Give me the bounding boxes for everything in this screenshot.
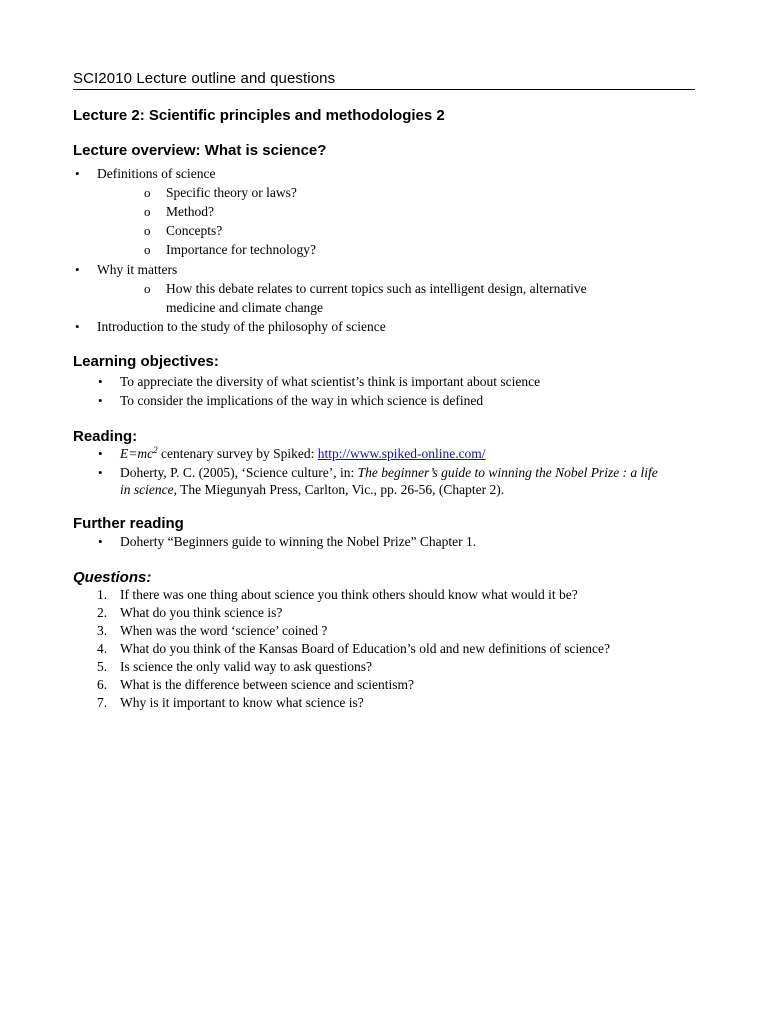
question-text: What is the difference between science and scientism?: [120, 677, 414, 692]
question-text: What do you think science is?: [120, 605, 283, 620]
further-reading-item: Doherty “Beginners guide to winning the Nobel Prize” Chapter 1.: [120, 534, 477, 549]
spiked-link[interactable]: http://www.spiked-online.com/: [317, 446, 486, 461]
question-number: 6.: [97, 677, 108, 692]
reading-item-2-line-1: [120, 465, 658, 481]
sub-bullet: o: [144, 185, 151, 200]
question-number: 3.: [97, 623, 108, 638]
formula-exponent: 2: [153, 445, 158, 455]
overview-subitem-continued: medicine and climate change: [166, 300, 324, 315]
bullet: •: [98, 393, 103, 408]
formula-base: E=mc: [120, 446, 154, 461]
overview-subitem: How this debate relates to current topics such as intelligent design, alternative: [166, 281, 587, 296]
question-text: Is science the only valid way to ask questions?: [120, 659, 372, 674]
question-number: 7.: [97, 695, 108, 710]
question-number: 4.: [97, 641, 108, 656]
sub-bullet: o: [144, 223, 151, 238]
question-text: When was the word ‘science’ coined ?: [120, 623, 328, 638]
bullet: •: [98, 465, 103, 480]
question-number: 2.: [97, 605, 108, 620]
overview-heading: Lecture overview: What is science?: [73, 142, 327, 159]
lecture-title: Lecture 2: Scientific principles and methodologies 2: [73, 107, 445, 124]
reading-item-2-suffix: , The Miegunyah Press, Carlton, Vic., pp. 26-56, (Chapter 2).: [173, 482, 505, 497]
sub-bullet: o: [144, 204, 151, 219]
overview-subitem: Importance for technology?: [166, 242, 316, 257]
overview-item: Why it matters: [97, 262, 178, 277]
overview-subitem: Concepts?: [166, 223, 223, 238]
reading-item-1-text: centenary survey by Spiked:: [157, 446, 318, 461]
book-title-continued: in science: [120, 482, 174, 497]
objective-item: To consider the implications of the way in which science is defined: [120, 393, 484, 408]
question-text: If there was one thing about science you think others should know what would it be?: [120, 587, 578, 602]
sub-bullet: o: [144, 281, 151, 296]
bullet: •: [75, 262, 80, 277]
reading-item-1: [120, 446, 486, 462]
bullet: •: [98, 446, 103, 461]
questions-heading: Questions:: [73, 569, 152, 586]
page-header: SCI2010 Lecture outline and questions: [73, 70, 695, 90]
reading-heading: Reading:: [73, 428, 138, 445]
reading-item-2-line-2: [120, 482, 504, 498]
sub-bullet: o: [144, 242, 151, 257]
objective-item: To appreciate the diversity of what scientist’s think is important about science: [120, 374, 541, 389]
bullet: •: [98, 374, 103, 389]
overview-subitem: Method?: [166, 204, 214, 219]
further-reading-heading: Further reading: [73, 515, 184, 532]
overview-item: Definitions of science: [97, 166, 216, 181]
question-number: 1.: [97, 587, 108, 602]
book-title: The beginner’s guide to winning the Nobel Prize : a life: [357, 465, 658, 480]
question-number: 5.: [97, 659, 108, 674]
overview-subitem: Specific theory or laws?: [166, 185, 297, 200]
question-text: Why is it important to know what science is?: [120, 695, 364, 710]
question-text: What do you think of the Kansas Board of Education’s old and new definitions of science?: [120, 641, 611, 656]
reading-item-2-prefix: Doherty, P. C. (2005), ‘Science culture’, in:: [120, 465, 358, 480]
overview-item: Introduction to the study of the philosophy of science: [97, 319, 386, 334]
bullet: •: [75, 166, 80, 181]
formula: [120, 446, 158, 461]
objectives-heading: Learning objectives:: [73, 353, 219, 370]
bullet: •: [98, 534, 103, 549]
bullet: •: [75, 319, 80, 334]
